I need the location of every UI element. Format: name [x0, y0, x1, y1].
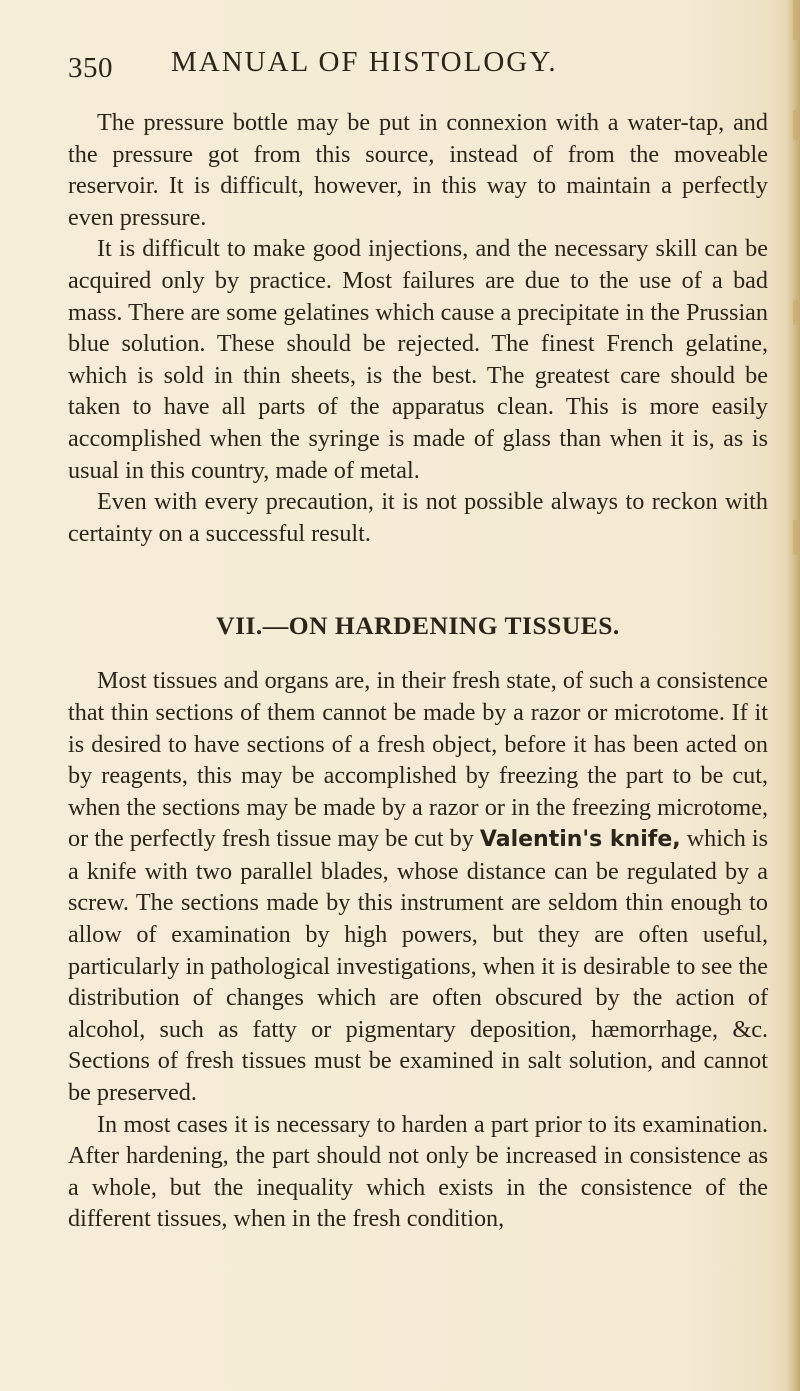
paragraph: It is difficult to make good injections, and the necessary skill can be acquired only by practice. Most failures are due to the use of a bad mass. There are some gelatines which cause a precipitate in the Prussian blue solution. These should be rejected. The finest French gelatine, which is sold in thin sheets, is the best. The greatest care should be taken to have all parts of the apparatus clean. This is more easily accomplished when the syringe is made of glass than when it is, as is usual in this country, made of metal. [68, 235, 768, 484]
page-edge-mark [793, 520, 798, 555]
page-edge-mark [793, 300, 798, 325]
paragraph: In most cases it is necessary to harden a part prior to its examination. After hardening, the part should not only be increased in consistence as a whole, but the inequality which exists in the consistence of the different tissues, when in the fresh condition, [68, 1110, 768, 1233]
bold-term: Valentin's knife, [479, 827, 681, 853]
paragraph-text: which is a knife with two parallel blades, whose distance can be regulated by a screw. The sections made by this instrument are seldom thin enough to allow of examination by high powers, but they are often useful, particularly in pathological investigations, when it is desirable to see the distribution of changes which are often obscured by the action of alcohol, such as fatty or pigmentary deposition, hæmorrhage, &c. Sections of fresh tissues must be examined in salt solution, and cannot be preserved. [68, 825, 769, 1107]
paragraph [68, 665, 768, 1108]
page-edge-mark [793, 0, 798, 40]
section-heading: VII.—ON HARDENING TISSUES. [216, 611, 620, 641]
paragraph: The pressure bottle may be put in connexion with a water-tap, and the pressure got from this source, instead of from the moveable reservoir. It is difficult, however, in this way to maintain a perfectly even pressure. [68, 109, 768, 231]
running-header [68, 46, 768, 86]
page-edge-shadow [786, 0, 800, 1391]
paragraph-text: Most tissues and organs are, in their fresh state, of such a consistence that thin sections of them cannot be made by a razor or microtome. If it is desired to have sections of a fresh object, before it has been acted on by reagents, this may be accomplished by freezing the part to be cut, when the sections may be made by a razor or in the freezing microtome, or the perfectly fresh tissue may be cut by [68, 667, 768, 853]
page-number: 350 [68, 52, 113, 84]
page-body [68, 107, 768, 1235]
paragraph: Even with every precaution, it is not possible always to reckon with certainty on a successful result. [68, 488, 768, 547]
page-edge-mark [793, 110, 798, 140]
running-title: MANUAL OF HISTOLOGY. [171, 46, 558, 78]
